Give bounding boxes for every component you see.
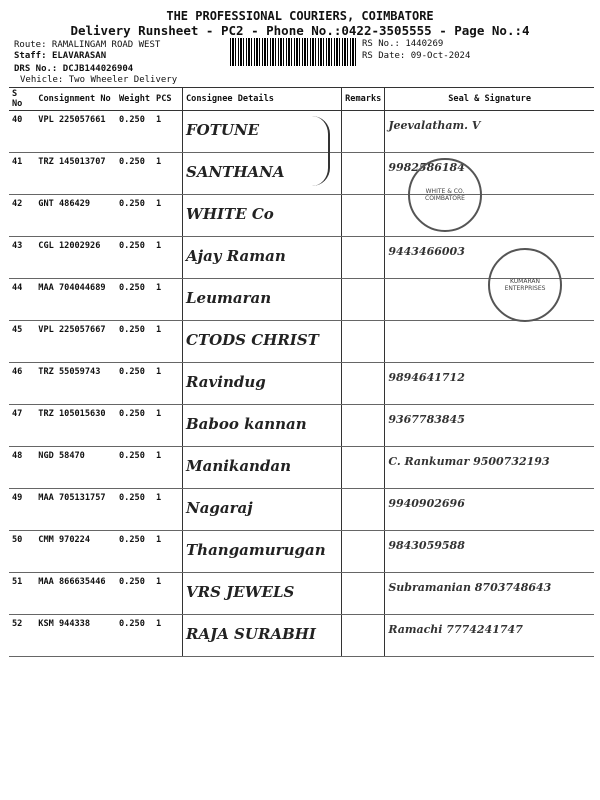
row-weight: 0.250 <box>116 153 153 195</box>
row-sno: 42 <box>9 195 35 237</box>
row-sno: 48 <box>9 447 35 489</box>
col-weight: Weight <box>116 88 153 111</box>
row-weight: 0.250 <box>116 405 153 447</box>
row-consignee <box>183 279 342 321</box>
row-pcs: 1 <box>153 153 182 195</box>
row-pcs: 1 <box>153 405 182 447</box>
row-remarks <box>342 405 385 447</box>
row-pcs: 1 <box>153 237 182 279</box>
row-weight: 0.250 <box>116 615 153 657</box>
row-pcs: 1 <box>153 447 182 489</box>
row-consignment: MAA 704044689 <box>35 279 116 321</box>
row-remarks <box>342 615 385 657</box>
row-seal-signature <box>385 573 594 615</box>
row-sno: 52 <box>9 615 35 657</box>
row-seal-signature <box>385 447 594 489</box>
row-consignee <box>183 489 342 531</box>
handwritten-consignee: Manikandan <box>186 457 292 475</box>
row-pcs: 1 <box>153 321 182 363</box>
handwritten-signature: Subramanian 8703748643 <box>388 581 552 594</box>
table-row <box>9 447 594 489</box>
row-remarks <box>342 531 385 573</box>
row-seal-signature <box>385 111 594 153</box>
row-weight: 0.250 <box>116 195 153 237</box>
row-sno: 47 <box>9 405 35 447</box>
company-title: THE PROFESSIONAL COURIERS, COIMBATORE <box>166 9 434 23</box>
col-consignee: Consignee Details <box>183 88 342 111</box>
row-weight: 0.250 <box>116 447 153 489</box>
row-sno: 45 <box>9 321 35 363</box>
row-remarks <box>342 237 385 279</box>
row-weight: 0.250 <box>116 363 153 405</box>
rs-number: RS No.: 1440269 <box>362 39 444 49</box>
col-consignment: Consignment No <box>35 88 116 111</box>
row-consignee <box>183 531 342 573</box>
grouping-brace <box>312 116 330 186</box>
row-consignee <box>183 237 342 279</box>
table-row <box>9 615 594 657</box>
table-row <box>9 405 594 447</box>
handwritten-signature: 9843059588 <box>388 539 465 552</box>
barcode <box>230 38 356 66</box>
row-pcs: 1 <box>153 195 182 237</box>
row-consignee <box>183 321 342 363</box>
handwritten-signature: Jeevalatham. V <box>388 119 481 132</box>
handwritten-signature: 9894641712 <box>388 371 465 384</box>
handwritten-signature: 9982586184 <box>388 161 465 174</box>
col-remarks: Remarks <box>342 88 385 111</box>
handwritten-consignee: VRS JEWELS <box>186 583 295 601</box>
row-sno: 49 <box>9 489 35 531</box>
rs-date: RS Date: 09-Oct-2024 <box>362 51 471 61</box>
row-pcs: 1 <box>153 531 182 573</box>
handwritten-consignee: Nagaraj <box>186 499 253 517</box>
row-consignee <box>183 195 342 237</box>
row-sno: 40 <box>9 111 35 153</box>
row-remarks <box>342 573 385 615</box>
handwritten-signature: 9443466003 <box>388 245 465 258</box>
handwritten-consignee: Ajay Raman <box>186 247 286 265</box>
table-row <box>9 195 594 237</box>
row-weight: 0.250 <box>116 321 153 363</box>
table-row <box>9 363 594 405</box>
row-sno: 51 <box>9 573 35 615</box>
handwritten-consignee: Thangamurugan <box>186 541 326 559</box>
table-row <box>9 111 594 153</box>
staff-label: Staff: <box>14 51 47 61</box>
handwritten-consignee: WHITE Co <box>186 205 274 223</box>
row-pcs: 1 <box>153 489 182 531</box>
row-seal-signature <box>385 489 594 531</box>
table-header-row <box>9 88 594 111</box>
row-weight: 0.250 <box>116 237 153 279</box>
row-seal-signature <box>385 531 594 573</box>
row-consignee <box>183 573 342 615</box>
row-consignee <box>183 615 342 657</box>
row-consignee <box>183 405 342 447</box>
row-consignment: TRZ 145013707 <box>35 153 116 195</box>
handwritten-consignee: RAJA SURABHI <box>186 625 316 643</box>
handwritten-consignee: Leumaran <box>186 289 272 307</box>
handwritten-signature: C. Rankumar 9500732193 <box>388 455 550 468</box>
col-sno: S No <box>9 88 35 111</box>
row-weight: 0.250 <box>116 489 153 531</box>
handwritten-consignee: CTODS CHRIST <box>186 331 319 349</box>
handwritten-consignee: FOTUNE <box>186 121 260 139</box>
row-pcs: 1 <box>153 111 182 153</box>
drs-number: DCJB144026904 <box>62 64 134 74</box>
row-consignment: CMM 970224 <box>35 531 116 573</box>
row-remarks <box>342 489 385 531</box>
handwritten-signature: 9940902696 <box>388 497 465 510</box>
row-seal-signature <box>385 615 594 657</box>
handwritten-signature: Ramachi 7774241747 <box>388 623 523 636</box>
row-remarks <box>342 111 385 153</box>
row-seal-signature <box>385 321 594 363</box>
row-sno: 43 <box>9 237 35 279</box>
row-seal-signature <box>385 405 594 447</box>
row-sno: 50 <box>9 531 35 573</box>
row-sno: 41 <box>9 153 35 195</box>
row-consignment: KSM 944338 <box>35 615 116 657</box>
staff-line <box>14 51 106 61</box>
row-pcs: 1 <box>153 615 182 657</box>
handwritten-consignee: Baboo kannan <box>186 415 307 433</box>
row-consignment: MAA 705131757 <box>35 489 116 531</box>
drs-label: DRS No.: <box>14 64 58 74</box>
vehicle-text: Vehicle: Two Wheeler Delivery <box>20 75 178 85</box>
handwritten-consignee: SANTHANA <box>186 163 285 181</box>
table-row <box>9 489 594 531</box>
row-remarks <box>342 195 385 237</box>
table-row <box>9 321 594 363</box>
row-remarks <box>342 321 385 363</box>
route-text: Route: RAMALINGAM ROAD WEST <box>14 40 161 50</box>
table-row <box>9 153 594 195</box>
table-row <box>9 573 594 615</box>
row-consignment: TRZ 105015630 <box>35 405 116 447</box>
row-consignee <box>183 363 342 405</box>
col-pcs: PCS <box>153 88 182 111</box>
row-remarks <box>342 279 385 321</box>
row-weight: 0.250 <box>116 573 153 615</box>
row-seal-signature <box>385 363 594 405</box>
row-consignee <box>183 447 342 489</box>
drs-line <box>14 64 133 74</box>
row-remarks <box>342 447 385 489</box>
seal-stamp-kumaran: KUMARAN ENTERPRISES <box>488 248 562 322</box>
row-pcs: 1 <box>153 279 182 321</box>
row-consignment: VPL 225057661 <box>35 111 116 153</box>
table-row <box>9 531 594 573</box>
row-remarks <box>342 363 385 405</box>
handwritten-consignee: Ravindug <box>186 373 266 391</box>
row-consignment: TRZ 55059743 <box>35 363 116 405</box>
row-pcs: 1 <box>153 363 182 405</box>
row-consignment: CGL 12002926 <box>35 237 116 279</box>
runsheet-title: Delivery Runsheet - PC2 - Phone No.:0422-3505555 - Page No.:4 <box>70 23 530 38</box>
row-weight: 0.250 <box>116 531 153 573</box>
row-consignment: VPL 225057667 <box>35 321 116 363</box>
row-remarks <box>342 153 385 195</box>
row-pcs: 1 <box>153 573 182 615</box>
row-weight: 0.250 <box>116 111 153 153</box>
row-sno: 46 <box>9 363 35 405</box>
col-seal: Seal & Signature <box>385 88 594 111</box>
handwritten-signature: 9367783845 <box>388 413 465 426</box>
row-weight: 0.250 <box>116 279 153 321</box>
staff-name: ELAVARASAN <box>51 51 107 61</box>
row-consignment: MAA 866635446 <box>35 573 116 615</box>
seal-stamp-white-co: WHITE & CO. COIMBATORE <box>408 158 482 232</box>
row-consignment: NGD 58470 <box>35 447 116 489</box>
runsheet-table <box>9 87 594 657</box>
row-sno: 44 <box>9 279 35 321</box>
row-consignment: GNT 486429 <box>35 195 116 237</box>
